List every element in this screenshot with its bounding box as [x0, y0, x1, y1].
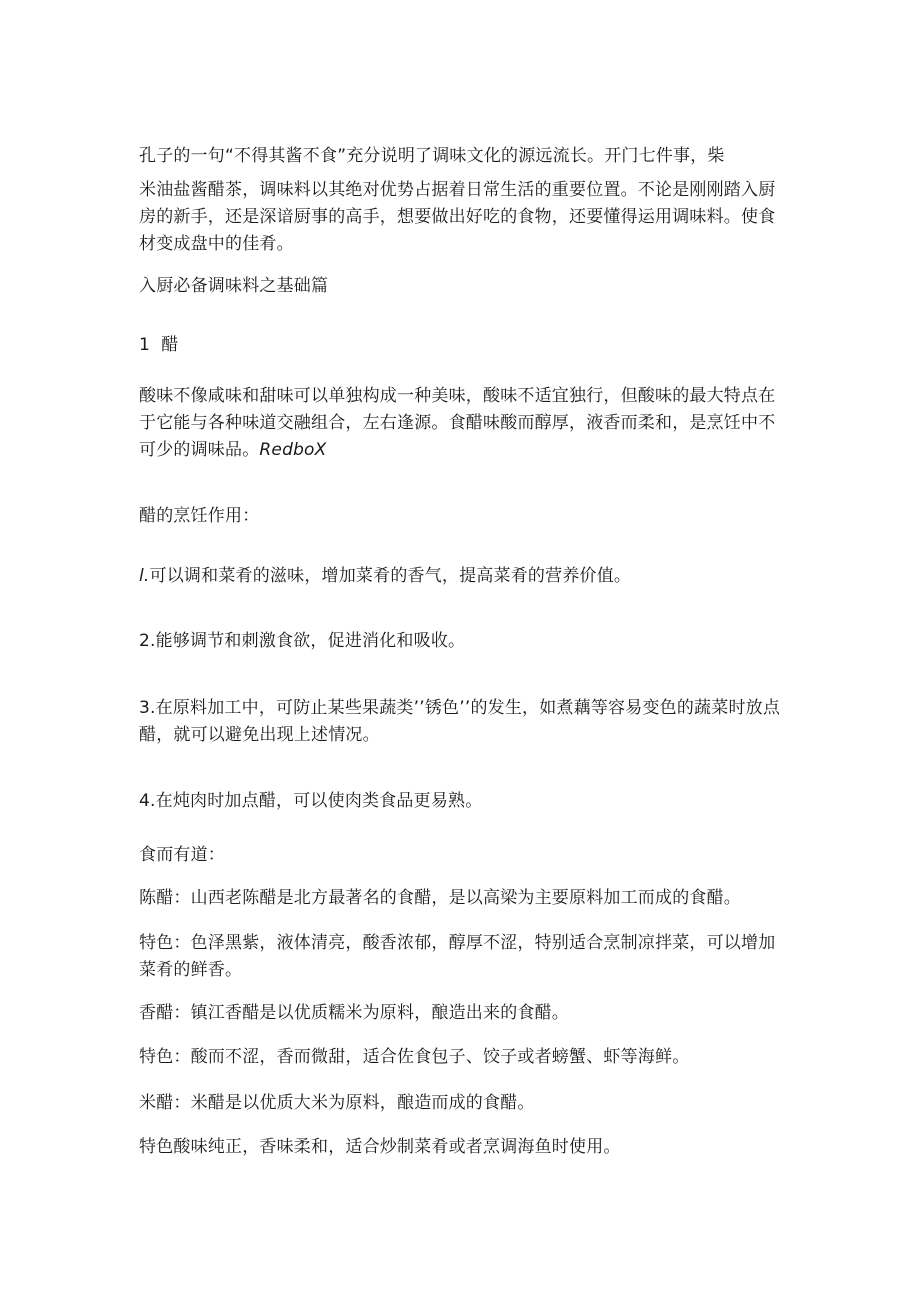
vinegar-description-text: 酸味不像咸味和甜味可以单独构成一种美味，酸味不适宜独行，但酸味的最大特点在于它能与各种味道交融组合，左右逢源。食醋味酸而醇厚，液香而柔和，是烹饪中不可少的调味品。	[139, 386, 776, 460]
item-text: 在炖肉时加点醋，可以使肉类食品更易熟。	[155, 791, 483, 811]
item-text: 可以调和菜肴的滋味，增加菜肴的香气，提高菜肴的营养价值。	[149, 566, 632, 586]
eating-heading: 食而有道：	[139, 845, 225, 865]
cooking-role-item-1	[139, 563, 789, 590]
vinegar-heading	[139, 332, 789, 359]
vinegar-description	[139, 383, 789, 464]
cooking-role-item-4	[139, 788, 789, 815]
brand-word: RedboX	[259, 440, 327, 460]
item-text: 能够调节和刺激食欲，促进消化和吸收。	[155, 631, 466, 651]
intro-paragraph: 米油盐酱醋茶，调味料以其绝对优势占据着日常生活的重要位置。不论是刚刚踏入厨房的新手，还是深谙厨事的高手，想要做出好吃的食物，还要懂得运用调味料。使食材变成盘中的佳肴。	[139, 180, 776, 254]
item-number: l.	[139, 566, 150, 586]
xiang-cu-line: 香醋：镇江香醋是以优质糯米为原料，酿造出来的食醋。	[139, 1003, 569, 1023]
xiang-cu-feature: 特色：酸而不涩，香而微甜，适合佐食包子、饺子或者螃蟹、虾等海鲜。	[139, 1047, 690, 1067]
item-number: 2.	[139, 631, 156, 651]
vinegar-heading-title: 醋	[161, 335, 179, 355]
mi-cu-line: 米醋：米醋是以优质大米为原料，酿造而成的食醋。	[139, 1093, 535, 1113]
chen-cu-line: 陈醋：山西老陈醋是北方最著名的食醋，是以高梁为主要原料加工而成的食醋。	[139, 888, 741, 908]
item-number: 4.	[139, 791, 156, 811]
chen-cu-feature: 特色：色泽黑紫，液体清亮，酸香浓郁，醇厚不涩，特别适合烹制凉拌菜，可以增加菜肴的鲜香。	[139, 933, 776, 980]
vinegar-heading-number: 1	[139, 335, 151, 355]
mi-cu-feature: 特色酸味纯正，香味柔和，适合炒制菜肴或者烹调海鱼时使用。	[139, 1137, 621, 1157]
cooking-role-item-3	[139, 695, 789, 749]
intro-line-1: 孔子的一句“不得其酱不食”充分说明了调味文化的源远流长。开门七件事，柴	[139, 146, 725, 166]
item-text: 在原料加工中，可防止某些果蔬类’’锈色’’的发生，如煮藕等容易变色的蔬菜时放点醋，就可以避免出现上述情况。	[139, 698, 781, 745]
cooking-role-item-2	[139, 628, 789, 655]
item-number: 3.	[139, 698, 156, 718]
section-title: 入厨必备调味料之基础篇	[139, 276, 329, 296]
cooking-role-heading: 醋的烹饪作用：	[139, 506, 260, 526]
